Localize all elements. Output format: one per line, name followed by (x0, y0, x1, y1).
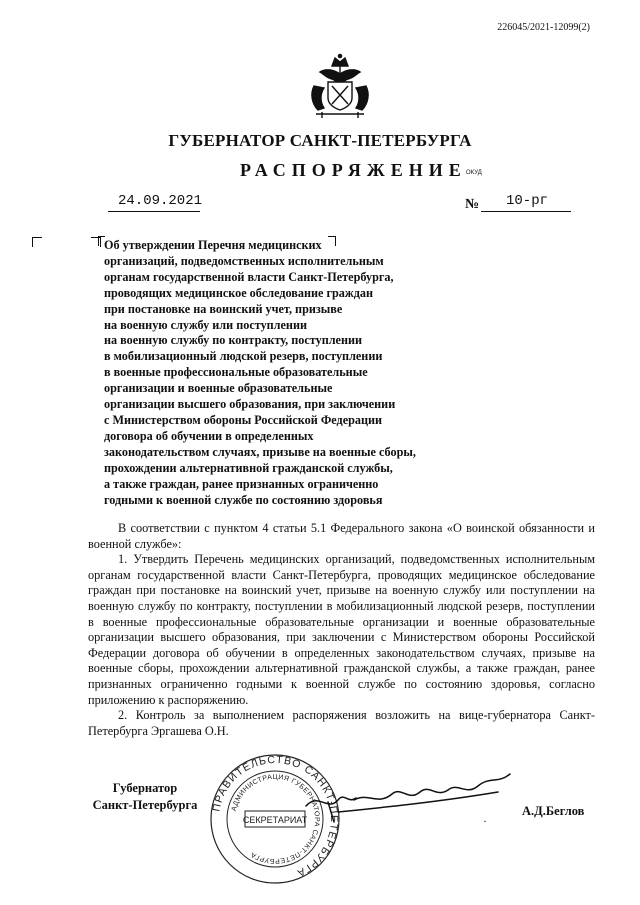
title-line: в военные профессиональные образовательные (104, 365, 368, 380)
title-line: организаций, подведомственных исполнительным (104, 253, 384, 268)
handwritten-signature (298, 762, 526, 828)
position-line-2: Санкт-Петербурга (92, 798, 198, 812)
position-line-1: Губернатор (112, 781, 178, 795)
governor-heading: ГУБЕРНАТОР САНКТ-ПЕТЕРБУРГА (168, 131, 472, 150)
title-line: в мобилизационный людской резерв, поступлении (104, 349, 383, 364)
title-line: организации и военные образовательные (104, 381, 333, 396)
title-line: прохождении альтернативной гражданской службы, (104, 460, 393, 475)
svg-text:АДМИНИСТРАЦИЯ ГУБЕРНАТОРА САНК: АДМИНИСТРАЦИЯ ГУБЕРНАТОРА САНКТ-ПЕТЕРБУРГА (230, 773, 321, 865)
title-line: органам государственной власти Санкт-Петербурга, (104, 269, 394, 284)
okud-label: ОКУД (466, 170, 482, 176)
number-underline (481, 211, 571, 212)
title-line: проводящих медицинское обследование граждан (104, 285, 374, 300)
title-line: при постановке на воинский учет, призыве (104, 301, 343, 316)
item-2-paragraph: 2. Контроль за выполнением распоряжения возложить на вице-губернатора Санкт-Петербурга Эргашева О.Н. (88, 708, 595, 738)
title-line: на военную службу или поступлении (104, 317, 307, 332)
document-number: 10-рг (506, 193, 549, 209)
document-type-title: РАСПОРЯЖЕНИЕ (240, 160, 467, 180)
title-line: законодательством случаях, призыве на военные сборы, (104, 444, 416, 459)
document-body (88, 521, 595, 739)
svg-text:СЕКРЕТАРИАТ: СЕКРЕТАРИАТ (242, 815, 308, 825)
signer-name: А.Д.Беглов (522, 804, 585, 818)
number-sign: № (465, 197, 480, 212)
document-date: 24.09.2021 (118, 193, 203, 209)
preamble-paragraph: В соответствии с пунктом 4 статьи 5.1 Федерального закона «О воинской обязанности и военной службе»: (88, 521, 595, 551)
margin-corner-mark (32, 237, 42, 247)
title-line: договора об обучении в определенных (104, 428, 314, 443)
date-underline (108, 211, 200, 212)
coat-of-arms-icon (304, 52, 376, 120)
svg-text:ПРАВИТЕЛЬСТВО САНКТ-ПЕТЕРБУРГА: ПРАВИТЕЛЬСТВО САНКТ-ПЕТЕРБУРГА (210, 753, 341, 880)
title-line: организации высшего образования, при заключении (104, 397, 396, 412)
signature-dot: · (483, 814, 487, 828)
title-line: годными к военной службе по состоянию здоровья (104, 492, 383, 507)
title-line: а также граждан, ранее признанных ограниченно (104, 476, 379, 491)
document-title-block (104, 238, 444, 508)
signer-position (88, 780, 202, 814)
document-registration-number: 226045/2021-12099(2) (497, 22, 590, 33)
item-1-paragraph: 1. Утвердить Перечень медицинских организаций, подведомственных исполнительным органам государственной власти Санкт-Петербурга, проводящих медицинское обследование граждан при постановке на воинский учет, призыве на военную службу или поступлении на военную службу по контракту, поступлении в мобилизационный людской резерв, поступлении в военные профессиональные образовательные организации и военные образовательные организации высшего образования, при заключении с Министерством обороны Российской Федерации договора об обучении в определенных законодательством случаях, призыве на военные сборы, прохождении альтернативной гражданской службы, а также граждан, ранее признанных ограниченно годными к военной службе по состоянию здоровья, согласно приложению к распоряжению. (88, 552, 595, 707)
title-line: на военную службу по контракту, поступлении (104, 333, 363, 348)
title-line: Об утверждении Перечня медицинских (104, 238, 322, 252)
title-line: с Министерством обороны Российской Федерации (104, 412, 383, 427)
